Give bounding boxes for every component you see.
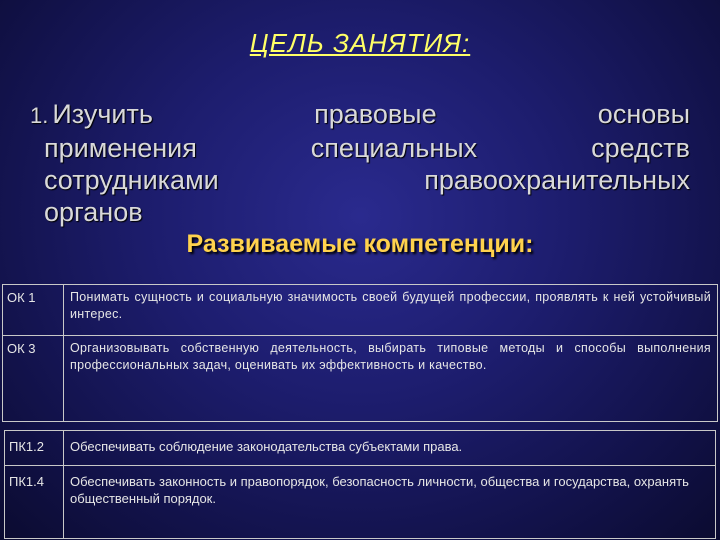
goal-word: правоохранительных xyxy=(424,165,690,195)
competency-text: Организовывать собственную деятельность, выбирать типовые методы и способы выполнения профессиональных задач, оценивать их эффективность и качество. xyxy=(64,336,718,422)
competency-text: Обеспечивать законность и правопорядок, безопасность личности, общества и государства, охранять общественный порядок. xyxy=(64,466,716,539)
lesson-goal xyxy=(30,98,690,228)
professional-competencies-table xyxy=(4,430,716,539)
table-row xyxy=(5,466,716,539)
table-row xyxy=(5,431,716,466)
table-row xyxy=(3,336,718,422)
goal-number: 1. xyxy=(30,103,49,128)
goal-word: органов xyxy=(44,197,143,227)
general-competencies-table xyxy=(2,284,718,422)
goal-line-2 xyxy=(30,132,690,164)
competency-code: ОК 3 xyxy=(3,336,64,422)
goal-word: 1. Изучить xyxy=(30,99,153,129)
competency-text: Понимать сущность и социальную значимость своей будущей профессии, проявлять к ней устойчивый интерес. xyxy=(64,285,718,336)
goal-word: правовые xyxy=(314,99,437,129)
goal-word: основы xyxy=(597,99,690,129)
goal-word: сотрудниками xyxy=(44,165,219,195)
competency-code: ПК1.4 xyxy=(5,466,64,539)
page-title: ЦЕЛЬ ЗАНЯТИЯ: xyxy=(249,28,471,58)
competency-code: ПК1.2 xyxy=(5,431,64,466)
table-row xyxy=(3,285,718,336)
goal-line-1 xyxy=(30,98,690,132)
competency-code: ОК 1 xyxy=(3,285,64,336)
goal-line-3 xyxy=(30,164,690,196)
competencies-heading: Развиваемые компетенции: xyxy=(186,230,534,258)
goal-line-4 xyxy=(30,196,690,228)
goal-word: применения xyxy=(44,133,197,163)
competency-text: Обеспечивать соблюдение законодательства субъектами права. xyxy=(64,431,716,466)
goal-word: специальных xyxy=(310,133,478,163)
goal-word: средств xyxy=(591,133,690,163)
